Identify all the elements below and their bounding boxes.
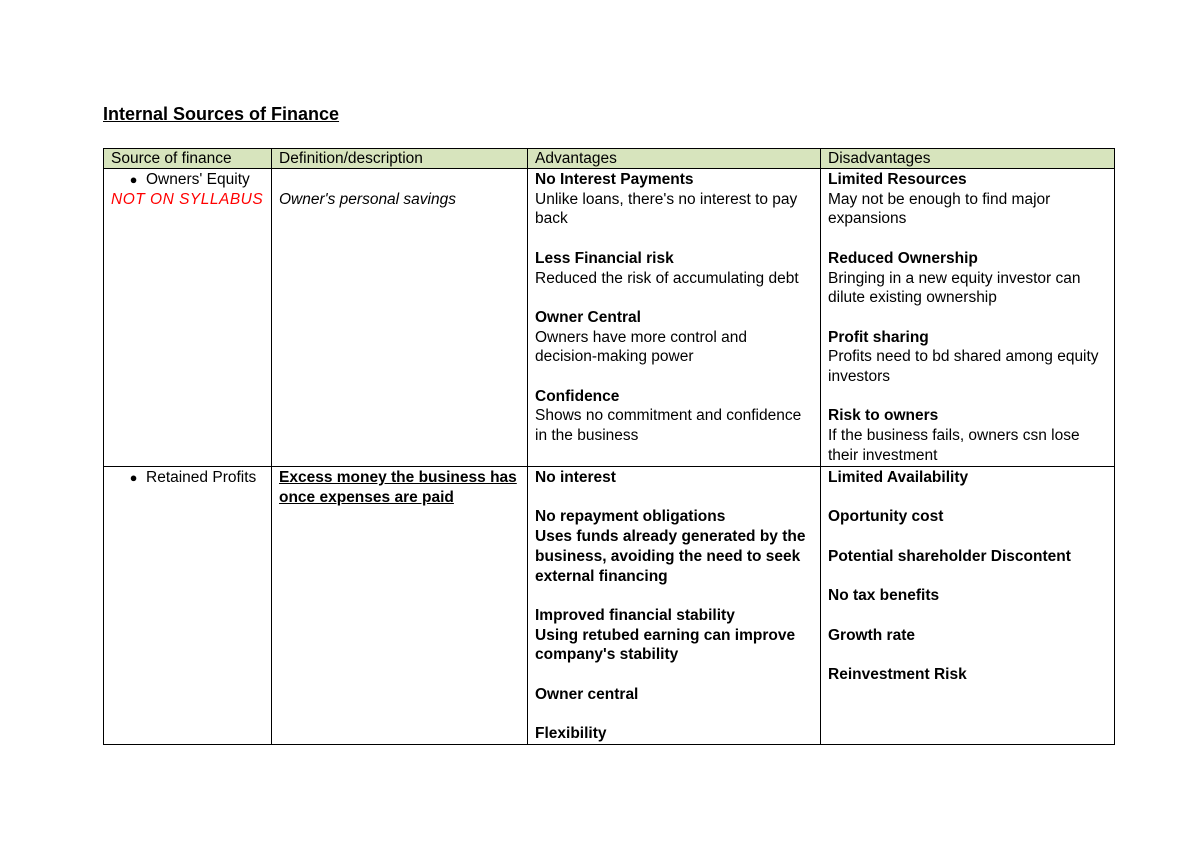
disadvantage-item: Reduced Ownership Bringing in a new equity investor can dilute existing ownership (828, 249, 1081, 307)
advantage-item: Confidence Shows no commitment and confidence in the business (535, 387, 802, 445)
header-source: Source of finance (104, 149, 272, 169)
advantages-cell (528, 169, 821, 467)
table-header-row (104, 149, 1115, 169)
header-definition: Definition/description (272, 149, 528, 169)
definition-text: Excess money the business has once expenses are paid (279, 469, 517, 506)
advantage-item: Owner central (535, 685, 639, 703)
source-cell (104, 467, 272, 745)
advantage-item: No repayment obligations Uses funds already generated by the business, avoiding the need to seek external financing (535, 508, 806, 585)
page-title: Internal Sources of Finance (103, 104, 340, 124)
header-disadvantages: Disadvantages (821, 149, 1115, 169)
definition-text: Owner's personal savings (279, 190, 456, 208)
advantage-item: Flexibility (535, 725, 607, 743)
disadvantages-cell (821, 467, 1115, 745)
advantage-item: No Interest Payments Unlike loans, there's no interest to pay back (535, 171, 798, 228)
disadvantage-item: Oportunity cost (828, 508, 944, 526)
header-advantages: Advantages (528, 149, 821, 169)
advantage-item: No interest (535, 469, 616, 486)
bullet-icon: ● (129, 470, 138, 485)
definition-cell (272, 169, 528, 467)
disadvantage-item: Limited Resources May not be enough to find major expansions (828, 171, 1051, 228)
disadvantage-item: Risk to owners If the business fails, owners csn lose their investment (828, 407, 1080, 464)
finance-table (103, 148, 1115, 745)
disadvantage-item: No tax benefits (828, 587, 940, 605)
advantages-cell (528, 467, 821, 745)
disadvantage-item: Potential shareholder Discontent (828, 547, 1071, 565)
disadvantage-item: Reinvestment Risk (828, 665, 967, 683)
syllabus-note: NOT ON SYLLABUS (111, 190, 264, 208)
disadvantage-item: Profit sharing Profits need to bd shared among equity investors (828, 328, 1099, 385)
advantage-item: Improved financial stability Using retubed earning can improve company's stability (535, 606, 796, 664)
advantage-item: Less Financial risk Reduced the risk of accumulating debt (535, 249, 799, 287)
source-name: Owners' Equity (146, 171, 250, 188)
table-row-owners-equity (104, 169, 1115, 467)
advantage-item: Owner Central Owners have more control and decision-making power (535, 308, 747, 366)
disadvantage-item: Growth rate (828, 626, 915, 644)
disadvantage-item: Limited Availability (828, 469, 969, 486)
disadvantages-cell (821, 169, 1115, 467)
source-cell (104, 169, 272, 467)
table-row-retained-profits (104, 467, 1115, 745)
source-name: Retained Profits (146, 469, 257, 486)
bullet-icon: ● (129, 172, 138, 187)
definition-cell (272, 467, 528, 745)
